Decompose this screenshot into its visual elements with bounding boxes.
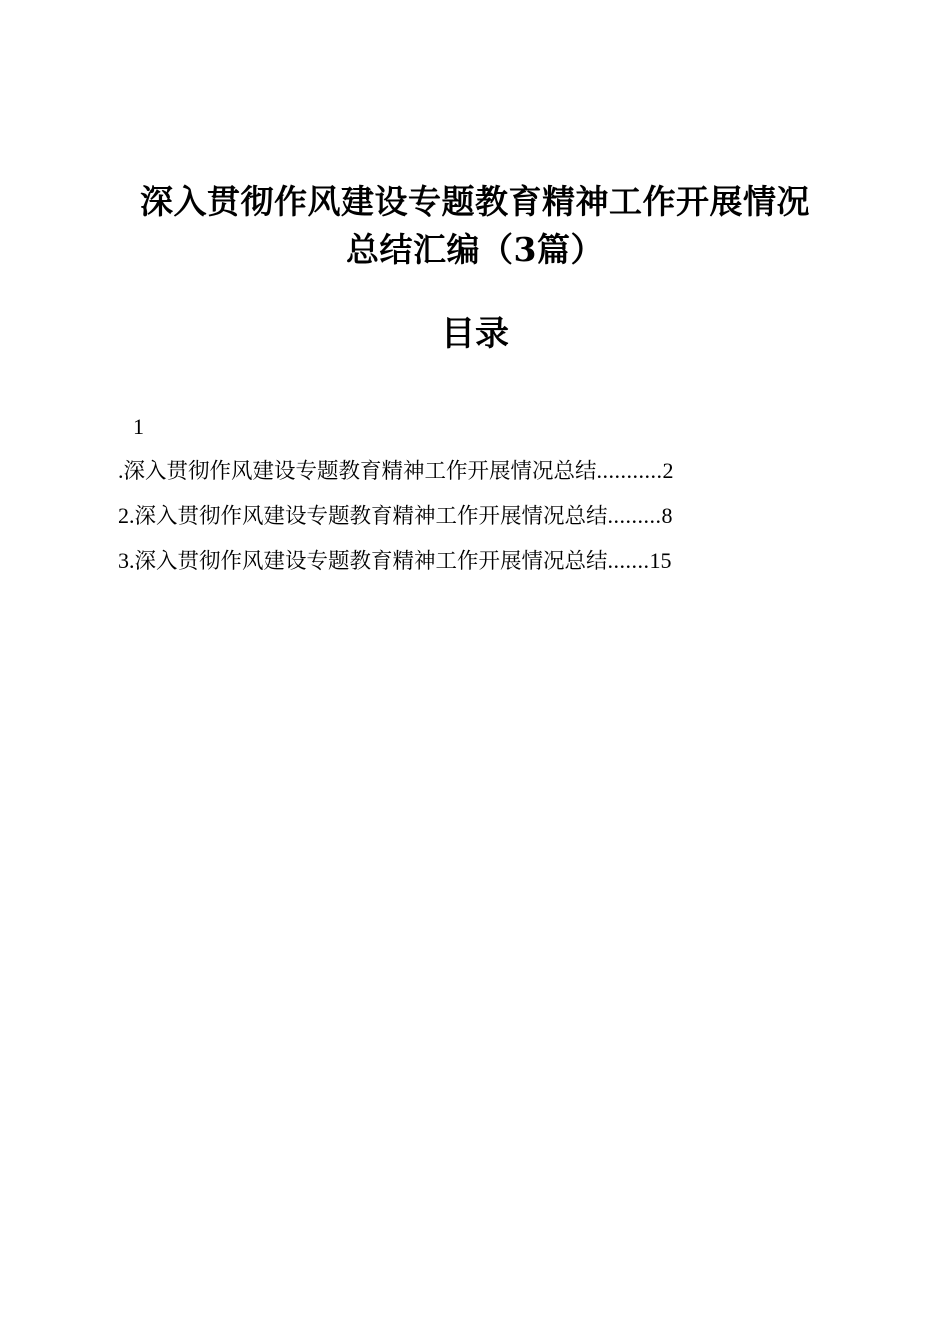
toc-entry-page: 8 [661,503,673,528]
toc-entry-number: . [118,458,124,483]
toc-entry-title: 深入贯彻作风建设专题教育精神工作开展情况总结 [134,549,608,574]
toc-entry-title: 深入贯彻作风建设专题教育精神工作开展情况总结 [123,459,597,484]
toc-entry-leader: ........... [596,458,663,483]
toc-entry-number: 3. [118,548,135,573]
toc-entry[interactable] [118,544,783,589]
toc-entry-leader: ....... [607,548,650,573]
document-title [100,178,850,274]
toc-stray-number: 1 [133,414,144,439]
document-title-line-1: 深入贯彻作风建设专题教育精神工作开展情况 [140,182,810,221]
toc-entry[interactable] [118,454,783,499]
document-title-line-2: 总结汇编（3篇） [346,230,604,269]
toc-entry-leader: ......... [607,503,662,528]
toc-entry-title: 深入贯彻作风建设专题教育精神工作开展情况总结 [134,504,608,529]
toc-list [118,454,783,589]
toc-entry-number: 2. [118,503,135,528]
toc-heading: 目录 [441,314,509,354]
toc-entry[interactable] [118,499,783,544]
toc-entry-page: 15 [649,548,672,573]
toc-entry-page: 2 [662,458,674,483]
